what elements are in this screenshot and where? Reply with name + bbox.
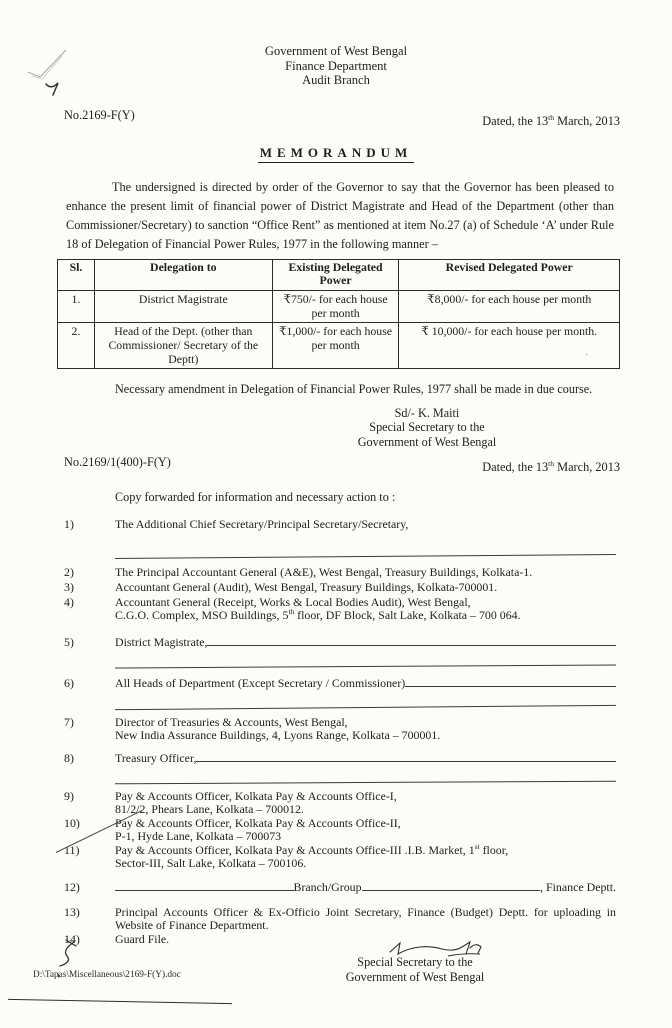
fill-in-line	[207, 635, 616, 646]
item-number: 6)	[64, 676, 74, 690]
header-line-govt: Government of West Bengal	[264, 44, 408, 58]
fill-in-line	[115, 705, 616, 710]
fill-in-line	[362, 880, 541, 891]
item-text: New India Assurance Buildings, 4, Lyons Range, Kolkata – 700001.	[115, 728, 441, 742]
header-line-branch: Audit Branch	[302, 73, 370, 87]
memo-date-2: Dated, the 13th March, 2013	[482, 458, 620, 474]
col-header-existing: Existing Delegated Power	[272, 259, 399, 290]
body-paragraph: The undersigned is directed by order of the Governor to say that the Governor has been pleased to enhance the present limit of financial power of District Magistrate and Head of the Department (other than Commissioner/Secretary) to sanction “Office Rent” as mentioned at item No.27 (a) of Schedule ‘A’ under Rule 18 of Delegation of Financial Power Rules, 1977 in the following manner –	[66, 179, 614, 251]
header-line-dept: Finance Department	[285, 58, 387, 73]
fill-in-line	[196, 751, 616, 762]
title-row	[0, 144, 672, 163]
item-number: 8)	[64, 751, 74, 765]
designation-line: Special Secretary to the	[369, 420, 485, 434]
item-text: All Heads of Department (Except Secretary / Commissioner)	[115, 676, 406, 690]
fill-in-line	[115, 781, 616, 785]
item-number: 1)	[64, 517, 74, 531]
item-text: Director of Treasuries & Accounts, West Bengal,	[115, 715, 348, 729]
item-text: Principal Accounts Officer & Ex-Officio Joint Secretary, Finance (Budget) Deptt. for uploading in Website of Finance Department.	[115, 905, 616, 932]
item-text: Treasury Officer,	[115, 751, 197, 765]
col-header-revised: Revised Delegated Power	[399, 259, 620, 290]
list-item	[64, 715, 616, 742]
signature-block-2	[300, 955, 530, 984]
fill-in-line	[405, 676, 616, 687]
cell-delegation: District Magistrate	[94, 290, 272, 322]
reference-row-1	[64, 108, 620, 129]
list-item	[64, 843, 616, 870]
item-text: The Additional Chief Secretary/Principal Secretary/Secretary,	[115, 517, 409, 531]
list-item	[64, 595, 616, 622]
table-row	[58, 290, 620, 322]
item-number: 13)	[64, 905, 80, 919]
col-header-sl: Sl.	[58, 259, 95, 290]
copy-forwarded-heading: Copy forwarded for information and necessary action to :	[115, 490, 396, 504]
item-number: 5)	[64, 635, 74, 649]
signature-block-1	[312, 406, 542, 450]
table-row	[58, 322, 620, 368]
item-text: Pay & Accounts Officer, Kolkata Pay & Accounts Office-I,	[115, 789, 397, 803]
delegation-table	[57, 259, 620, 369]
file-path: D:\Tapas\Miscellaneous\2169-F(Y).doc	[33, 970, 181, 980]
govt-line: Government of West Bengal	[357, 434, 497, 449]
item-number: 7)	[64, 715, 74, 729]
scan-speck: ·	[585, 350, 589, 361]
cell-revised: ₹ 10,000/- for each house per month.	[399, 322, 620, 368]
fill-in-line	[115, 554, 616, 559]
list-item	[64, 565, 616, 580]
amendment-note: Necessary amendment in Delegation of Financial Power Rules, 1977 shall be made in due course.	[115, 381, 593, 396]
cell-delegation: Head of the Dept. (other than Commissioner/ Secretary of the Deptt)	[94, 322, 272, 368]
item-text: Accountant General (Receipt, Works & Local Bodies Audit), West Bengal,	[115, 595, 471, 609]
item-number: 2)	[64, 565, 74, 579]
list-item	[64, 517, 616, 532]
item-number: 4)	[64, 595, 74, 609]
fill-in-line	[115, 880, 294, 891]
distribution-list	[64, 517, 616, 947]
item-number: 12)	[64, 880, 80, 894]
memo-number-2: No.2169/1(400)-F(Y)	[64, 455, 171, 469]
cell-sl: 1.	[58, 290, 95, 322]
item-text: Guard File.	[115, 932, 170, 946]
memo-date-1: Dated, the 13th March, 2013	[482, 112, 620, 128]
memo-number-1: No.2169-F(Y)	[64, 107, 135, 122]
list-item	[64, 905, 616, 932]
item-text: Pay & Accounts Officer, Kolkata Pay & Accounts Office-III .I.B. Market, 1st floor,	[115, 842, 509, 857]
item-number: 10)	[64, 816, 80, 830]
item-text: Pay & Accounts Officer, Kolkata Pay & Accounts Office-II,	[115, 816, 401, 830]
item-text: P-1, Hyde Lane, Kolkata – 700073	[115, 829, 282, 843]
list-item	[64, 932, 616, 947]
list-item	[64, 789, 616, 816]
item-number: 11)	[64, 843, 80, 857]
list-item	[64, 816, 616, 843]
item-number: 9)	[64, 789, 74, 803]
document-header	[0, 44, 672, 88]
bottom-scan-line	[8, 999, 232, 1004]
cell-revised: ₹8,000/- for each house per month	[399, 290, 620, 322]
list-item	[64, 635, 616, 650]
handwritten-check-icon	[24, 46, 70, 82]
sd-line: Sd/- K. Maiti	[394, 405, 460, 420]
list-item	[64, 751, 616, 766]
list-item	[64, 580, 616, 595]
item-text: 81/2/2, Phears Lane, Kolkata – 700012.	[115, 802, 304, 816]
table-header-row	[58, 259, 620, 290]
col-header-delegation: Delegation to	[94, 259, 272, 290]
list-item	[64, 880, 616, 895]
handwritten-numeral-icon	[44, 80, 62, 98]
cell-existing: ₹1,000/- for each house per month	[272, 322, 399, 368]
item-text: Accountant General (Audit), West Bengal, Treasury Buildings, Kolkata-700001.	[115, 580, 498, 594]
item-text: District Magistrate,	[115, 635, 208, 649]
item-text: The Principal Accountant General (A&E), West Bengal, Treasury Buildings, Kolkata-1.	[115, 565, 533, 579]
item-number: 3)	[64, 580, 74, 594]
item-text: , Finance Deptt.	[540, 880, 617, 894]
memo-title: MEMORANDUM	[258, 145, 415, 163]
item-text: Sector-III, Salt Lake, Kolkata – 700106.	[115, 856, 307, 870]
reference-row-2	[64, 455, 620, 475]
cell-sl: 2.	[58, 322, 95, 368]
signature-scribble-icon	[388, 940, 488, 960]
item-number: 14)	[64, 932, 80, 946]
list-item	[64, 676, 616, 691]
item-text: C.G.O. Complex, MSO Buildings, 5th floor, DF Block, Salt Lake, Kolkata – 700 064.	[115, 607, 521, 622]
fill-in-line	[115, 664, 616, 668]
cell-existing: ₹750/- for each house per month	[272, 290, 399, 322]
govt-line: Government of West Bengal	[345, 969, 485, 984]
designation-line: Special Secretary to the	[357, 955, 473, 969]
item-text: Branch/Group	[293, 880, 362, 894]
